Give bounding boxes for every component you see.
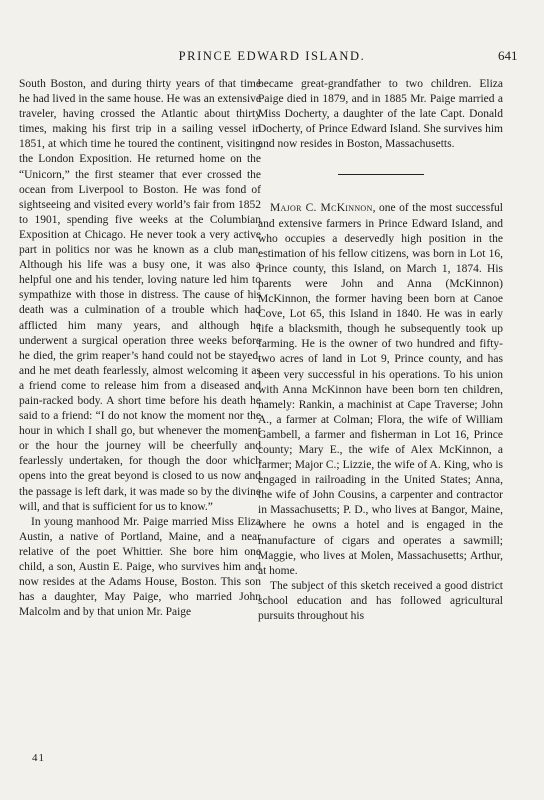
paragraph-paige-life: South Boston, and during thirty years of that time he had lived in the same house. He was an extensive traveler, having crossed the Atlantic about thirty times, making his first trip in a sailing vessel in 1851, at which time he toured the continent, visiting the London Exposition. He returned home on the “Unicorn,” the first steamer that ever crossed the ocean from Liverpool to Boston. He was fond of sightseeing and visited every world’s fair from 1852 to 1901, spending five weeks at the Columbian Exposition at Chicago. He never took a very active part in politics nor was he known as a club man. Although his life was a busy one, it was also a helpful one and his tender, loving nature led him to sympathize with those in distress. The cause of his death was a culmination of a trouble which had afflicted him many years, and although he underwent a surgical operation three weeks before he died, the grim reaper’s hand could not be stayed, and he met death fearlessly, almost welcoming it as a friend come to release him from a diseased and pain-racked body. A short time before his death he said to a friend: “I do not know the moment nor the hour in which I shall go, but whenever the moment or the hour the journey will be cheerfully and fearlessly undertaken, for though the door which opens into the great beyond is closed to us now and the passage is left dark, it was made so by the divine will, and that is sufficient for us to know.” (19, 78, 261, 513)
subject-name: Major C. McKinnon (270, 202, 373, 215)
page-number: 641 (498, 48, 518, 63)
paragraph-paige-marriage: In young manhood Mr. Paige married Miss Eliza Austin, a native of Portland, Maine, and a near relative of the poet Whittier. She bore him one child, a son, Austin E. Paige, who survives him and now resides at the Adams House, Boston. This son has a daughter, May Paige, who married John Malcolm and by that union Mr. Paige (19, 515, 261, 619)
signature-mark: 41 (32, 752, 45, 764)
right-column (258, 77, 503, 624)
paragraph-mckinnon-bio (258, 201, 503, 578)
left-column (19, 77, 261, 620)
section-divider (338, 174, 424, 175)
paragraph-mckinnon-bio-text: , one of the most successful and extensive farmers in Prince Edward Island, and who occupies a deservedly high position in the estimation of his fellow citizens, was born in Lot 16, Prince county, this Island, on March 1, 1874. His parents were John and Anna (McKinnon) McKinnon, the former having been born at Canoe Cove, Lot 65, this Island in 1840. He was in early life a blacksmith, though he subsequently took up farming. He is the owner of two hundred and fifty-two acres of land in Lot 9, Prince county, and has been very successful in his operations. To his union with Anna McKinnon have been born ten children, namely: Rankin, a machinist at Cape Traverse; John A., a farmer at Colman; Flora, the wife of William Gambell, a farmer and fisherman in Lot 16, Prince county; Mary E., the wife of Alex McKinnon, a farmer; Major C.; Lizzie, the wife of A. King, who is engaged in railroading in the United States; Anna, the wife of John Cousins, a carpenter and contractor in Massachusetts; P. D., who lives at Bangor, Maine, where he owns a hotel and is engaged in the manufacture of cigars and operates a sawmill; Maggie, who lives at Molen, Massachusetts; Arthur, at home. (258, 202, 503, 577)
paragraph-mckinnon-education: The subject of this sketch received a good district school education and has followed agricultural pursuits throughout his (258, 579, 503, 622)
paragraph-paige-family: became great-grandfather to two children. Eliza Paige died in 1879, and in 1885 Mr. Paige married a Miss Docherty, a daughter of the late Capt. Donald Docherty, of Prince Edward Island. She survives him and now resides in Boston, Massachusetts. (258, 78, 503, 151)
running-header: PRINCE EDWARD ISLAND. (178, 49, 366, 63)
